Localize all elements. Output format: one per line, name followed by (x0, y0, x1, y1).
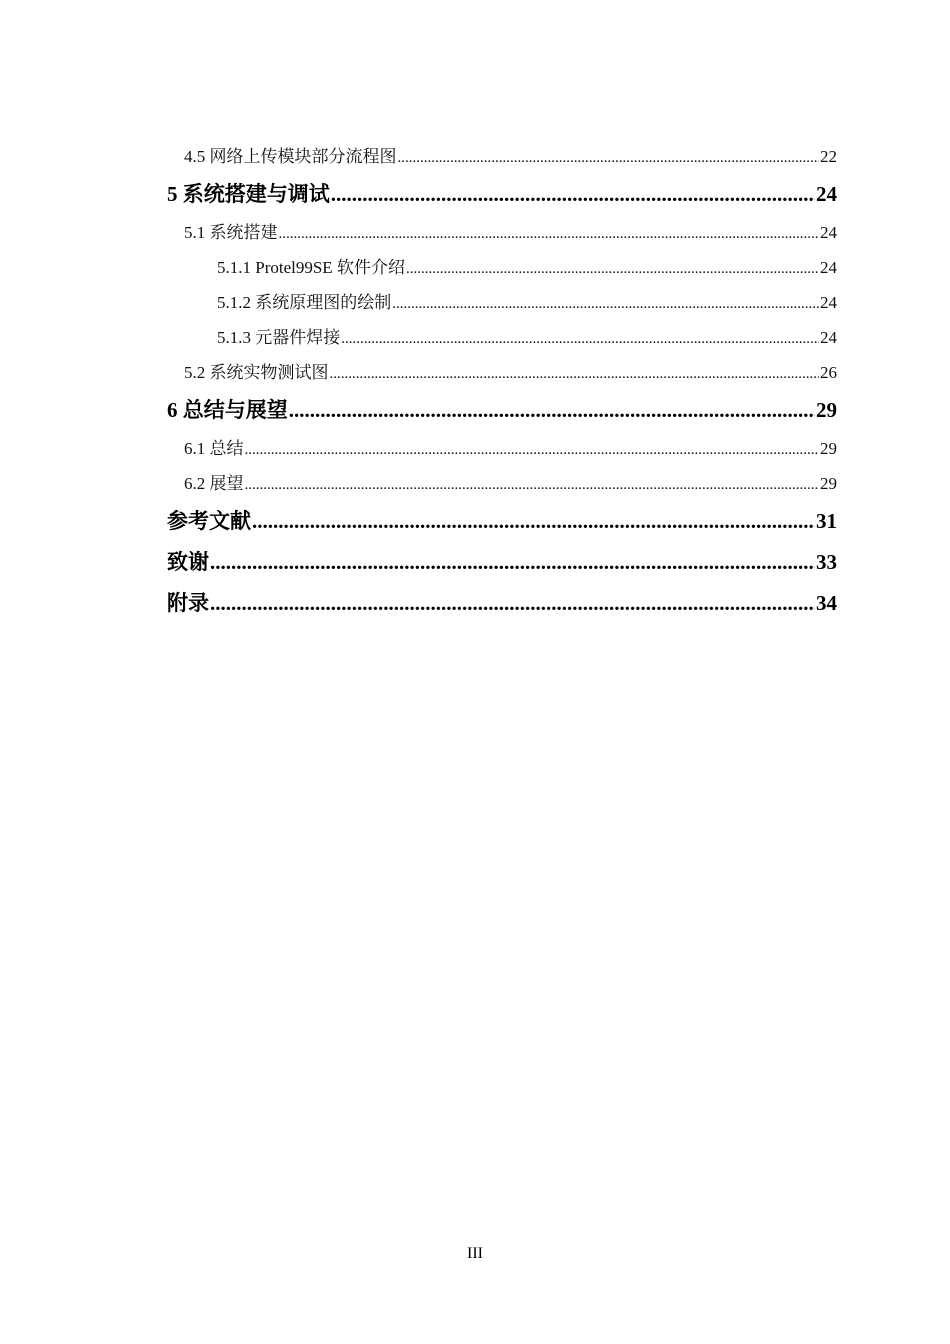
toc-entry-4-5[interactable] (167, 139, 837, 174)
toc-entry-5-1-1[interactable] (167, 250, 837, 285)
toc-entry-page: 29 (820, 474, 837, 493)
toc-dot-leader (331, 174, 815, 215)
table-of-contents (167, 139, 837, 624)
toc-dot-leader (398, 139, 820, 174)
toc-entry-6-2[interactable] (167, 466, 837, 501)
toc-dot-leader (406, 250, 819, 285)
toc-dot-leader (289, 390, 815, 431)
toc-entry-page: 26 (820, 363, 837, 382)
toc-dot-leader (279, 215, 820, 250)
toc-entry-label: 6 总结与展望 (167, 398, 288, 422)
toc-entry-label: 4.5 网络上传模块部分流程图 (184, 147, 397, 166)
toc-entry-label: 附录 (167, 591, 209, 615)
toc-entry-appendix[interactable] (167, 583, 837, 624)
toc-entry-acknowledgements[interactable] (167, 542, 837, 583)
toc-entry-label: 致谢 (167, 550, 209, 574)
toc-entry-chapter-5[interactable] (167, 174, 837, 215)
toc-dot-leader (210, 542, 815, 583)
toc-entry-5-1-3[interactable] (167, 320, 837, 355)
page-footer-number: III (467, 1245, 483, 1262)
toc-entry-references[interactable] (167, 501, 837, 542)
toc-entry-5-1[interactable] (167, 215, 837, 250)
toc-entry-page: 33 (816, 550, 837, 574)
toc-entry-page: 24 (816, 182, 837, 206)
toc-dot-leader (341, 320, 819, 355)
toc-entry-label: 6.1 总结 (184, 439, 244, 458)
toc-dot-leader (330, 355, 820, 390)
toc-entry-page: 34 (816, 591, 837, 615)
toc-dot-leader (392, 285, 819, 320)
toc-entry-page: 31 (816, 509, 837, 533)
toc-entry-page: 29 (816, 398, 837, 422)
toc-entry-label: 5.1.3 元器件焊接 (217, 328, 341, 347)
toc-dot-leader (210, 583, 815, 624)
toc-entry-page: 29 (820, 439, 837, 458)
toc-entry-page: 24 (820, 328, 837, 347)
toc-dot-leader (252, 501, 815, 542)
toc-entry-page: 24 (820, 258, 837, 277)
toc-entry-label: 参考文献 (167, 509, 251, 533)
toc-entry-page: 22 (820, 147, 837, 166)
toc-entry-label: 5 系统搭建与调试 (167, 182, 330, 206)
toc-entry-label: 5.1.2 系统原理图的绘制 (217, 293, 392, 312)
toc-entry-chapter-6[interactable] (167, 390, 837, 431)
toc-entry-label: 5.1.1 Protel99SE 软件介绍 (217, 258, 405, 277)
toc-entry-5-1-2[interactable] (167, 285, 837, 320)
toc-entry-label: 5.1 系统搭建 (184, 223, 278, 242)
toc-entry-label: 6.2 展望 (184, 474, 244, 493)
toc-dot-leader (245, 431, 820, 466)
toc-entry-5-2[interactable] (167, 355, 837, 390)
toc-entry-page: 24 (820, 223, 837, 242)
toc-entry-6-1[interactable] (167, 431, 837, 466)
toc-entry-page: 24 (820, 293, 837, 312)
toc-dot-leader (245, 466, 820, 501)
toc-entry-label: 5.2 系统实物测试图 (184, 363, 329, 382)
